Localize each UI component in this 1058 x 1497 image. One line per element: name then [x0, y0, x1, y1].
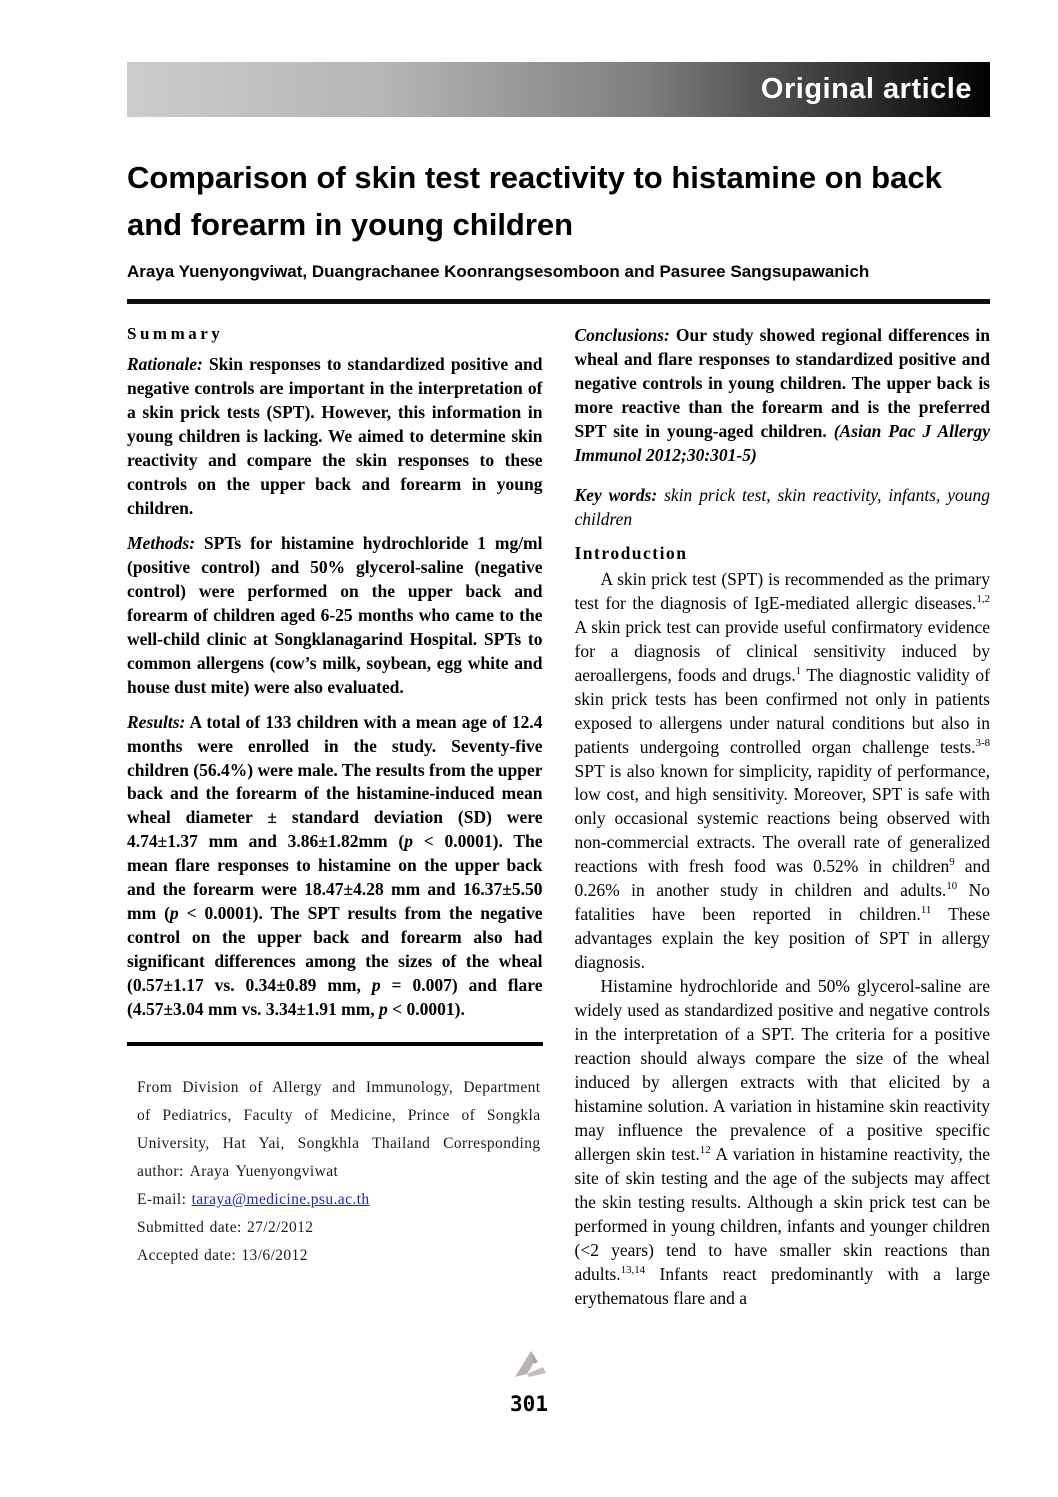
submitted-date: Submitted date: 27/2/2012 — [137, 1218, 314, 1236]
introduction-heading: Introduction — [574, 542, 688, 563]
footnote-block — [127, 1074, 543, 1269]
journal-logo-icon — [505, 1345, 553, 1390]
accepted-date: Accepted date: 13/6/2012 — [137, 1246, 308, 1264]
page-footer — [0, 1345, 1058, 1416]
introduction-paragraph-2: Histamine hydrochloride and 50% glycerol-saline are widely used as standardized positive and negative controls in the interpretation of a SPT. The criteria for a positive reaction should always compare the size of the wheal induced by allergen extracts with that elicited by a histamine solution. A variation in histamine skin reactivity may influence the prevalence of a positive specific allergen skin test.$^{12}$ A variation in histamine reactivity, the site of skin testing and the age of the subjects may affect the skin testing results. Although a skin prick test can be performed in young children, infants and younger children (<2 years) tend to have smaller skin reactions than adults.$^{13,14}$ Infants react predominantly with a large erythematous flare and a — [574, 976, 990, 1308]
conclusions-paragraph: Conclusions: Our study showed regional differences in wheal and flare responses to standardized positive and negative controls in young children. The upper back is more reactive than the forearm and is the preferred SPT site in young-aged children. (Asian Pac J Allergy Immunol 2012;30:301-5) — [574, 325, 990, 465]
page-content — [127, 62, 990, 1311]
left-column — [127, 324, 543, 1311]
article-type-badge: Original article — [760, 73, 972, 105]
summary-methods-paragraph: Methods: SPTs for histamine hydrochloride 1 mg/ml (positive control) and 50% glycerol-saline (negative control) were performed on the upper back and forearm of children aged 6-25 months who came to the well-child clinic at Songklanagarind Hospital. SPTs to common allergens (cow’s milk, soybean, egg white and house dust mite) were also evaluated. — [127, 532, 543, 697]
right-column — [575, 324, 991, 1311]
summary-heading: Summary — [127, 324, 224, 343]
title-divider — [127, 299, 990, 304]
email-label: E-mail: — [137, 1190, 192, 1208]
footnote-divider — [127, 1042, 543, 1046]
article-title: Comparison of skin test reactivity to histamine on back and forearm in young children — [127, 160, 942, 242]
keywords-paragraph: Key words: skin prick test, skin reactivity, infants, young children — [574, 484, 991, 529]
email-link[interactable]: taraya@medicine.psu.ac.th — [191, 1190, 370, 1208]
summary-results-paragraph: Results: A total of 133 children with a mean age of 12.4 months were enrolled in the study. Seventy-five children (56.4%) were male. The results from the upper back and the forearm of the histamine-induced mean wheal diameter ± standard deviation (SD) were 4.74±1.37 mm and 3.86±1.82mm (p < 0.0001). The mean flare responses to histamine on the upper back and the forearm were 18.47±4.28 mm and 16.37±5.50 mm (p < 0.0001). The SPT results from the negative control on the upper back and forearm also had significant differences among the sizes of the wheal (0.57±1.17 vs. 0.34±0.89 mm, p = 0.007) and flare (4.57±3.04 mm vs. 3.34±1.91 mm, p < 0.0001). — [127, 711, 543, 1020]
summary-rationale-paragraph: Rationale: Skin responses to standardized positive and negative controls are important in the interpretation of a skin prick tests (SPT). However, this information in young children is lacking. We aimed to determine skin reactivity and compare the skin responses to these controls on the upper back and forearm in young children. — [127, 354, 543, 518]
footnote-email-line — [137, 1186, 541, 1214]
introduction-paragraph-1: A skin prick test (SPT) is recommended as the primary test for the diagnosis of IgE-mediated allergic diseases.$^{1,2}$ A skin prick test can provide useful confirmatory evidence for a diagnosis of clinical sensitivity induced by aeroallergens, foods and drugs.$^1$ The diagnostic validity of skin prick tests has been confirmed not only in patients exposed to allergens under natural conditions but also in patients undergoing controlled organ challenge tests.$^{3-8}$ SPT is also known for simplicity, rapidity of performance, low cost, and high sensitivity. Moreover, SPT is safe with only occasional systemic reactions being observed with non-commercial extracts. The overall rate of generalized reactions with fresh food was 0.52% in children$^9$ and 0.26% in another study in children and adults.$^{10}$ No fatalities have been reported in children.$^{11}$ These advantages explain the key position of SPT in allergy diagnosis. — [574, 568, 991, 973]
page-number: 301 — [510, 1392, 548, 1416]
two-column-body — [127, 324, 990, 1311]
authors-line: Araya Yuenyongviwat, Duangrachanee Koonrangsesomboon and Pasuree Sangsupawanich — [127, 262, 870, 281]
footnote-affiliation: From Division of Allergy and Immunology, Department of Pediatrics, Faculty of Medicine, Prince of Songkla University, Hat Yai, Songkhla Thailand Corresponding author: Araya Yuenyongviwat — [137, 1079, 541, 1180]
header-banner — [127, 62, 990, 117]
